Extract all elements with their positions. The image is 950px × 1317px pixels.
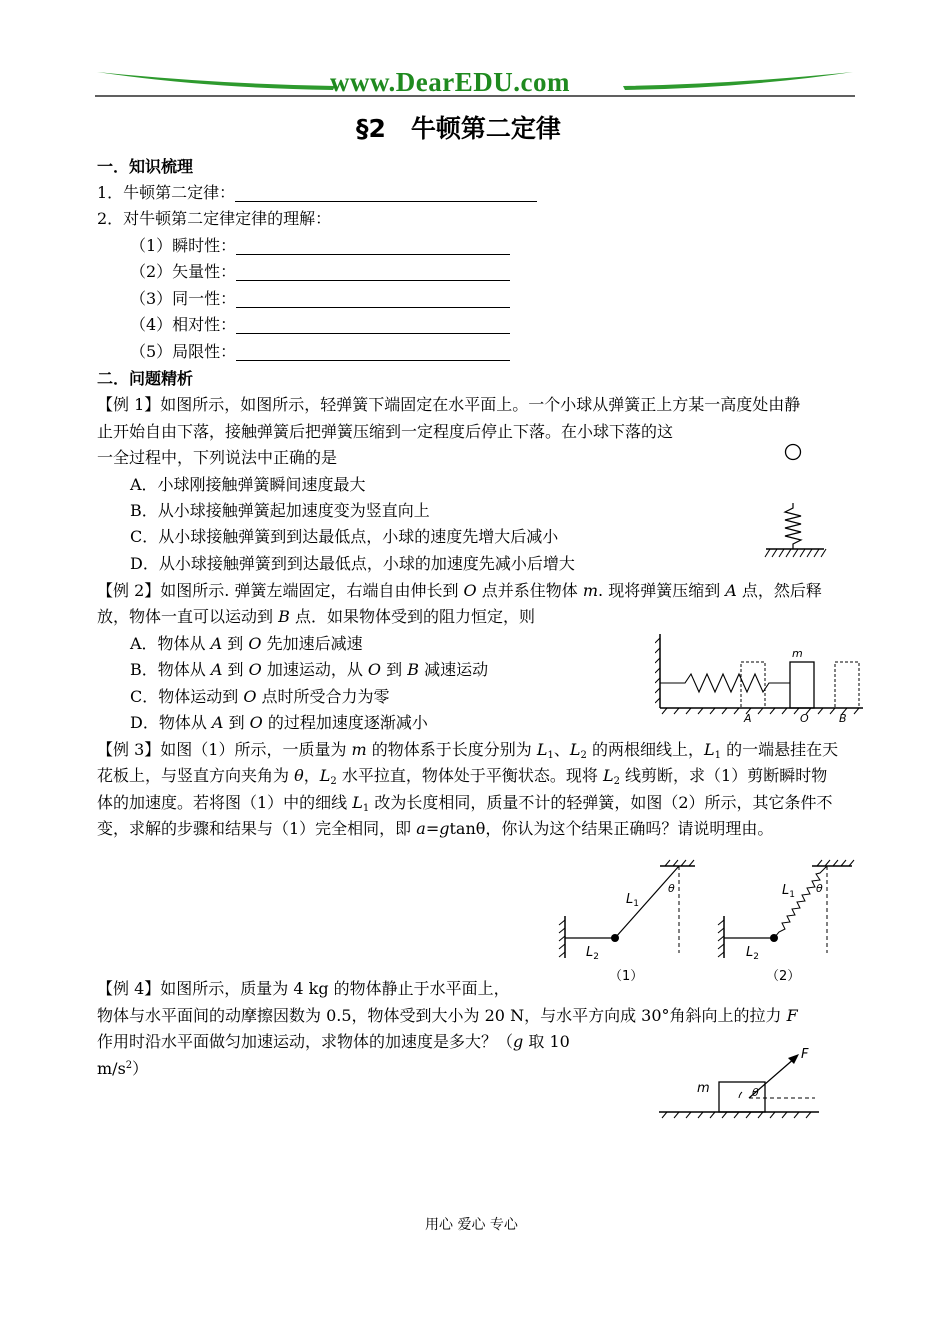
ex3-line3: 体的加速度。若将图（1）中的细线 $L_1$ 改为长度相同，质量不计的轻弹簧，如图（2）所示，其它条件不 xyxy=(97,793,833,814)
ex1-spring-figure xyxy=(762,440,832,572)
ball xyxy=(786,445,801,460)
page-title: §2 牛顿第二定律 xyxy=(356,114,561,143)
ex4-line2: 物体与水平面间的动摩擦因数为 0.5，物体受到大小为 20 N，与水平方向成 30°角斜向上的拉力 F xyxy=(97,1006,798,1025)
wall-hatching xyxy=(559,920,565,957)
sub-item-2: （2）矢量性： xyxy=(130,259,510,285)
ex1-line3: 一全过程中，下列说法中正确的是 xyxy=(97,448,338,467)
site-logo: www.DearEDU.com xyxy=(330,67,570,97)
answer-blank[interactable] xyxy=(236,342,510,361)
answer-blank[interactable] xyxy=(236,236,510,255)
ex2-line1: 【例 2】如图所示. 弹簧左端固定，右端自由伸长到 O 点并系住物体 m. 现将弹簧压缩到 A 点，然后释 xyxy=(97,581,822,600)
label-theta: θ xyxy=(668,882,675,895)
item-newton-law: 1．牛顿第二定律： xyxy=(97,180,537,206)
ex1-option-a: A．小球刚接触弹簧瞬间速度最大 xyxy=(130,475,366,494)
spring xyxy=(785,503,801,549)
label-a: A xyxy=(744,712,752,725)
caption-1: （1） xyxy=(609,969,644,984)
label-l2: $L_2$ xyxy=(746,945,759,962)
answer-blank[interactable] xyxy=(236,262,510,281)
ex2-option-a: A．物体从 A 到 O 先加速后减速 xyxy=(130,634,363,653)
spring-l1 xyxy=(774,866,827,938)
label-o: O xyxy=(800,712,809,725)
ceiling-hatching xyxy=(817,860,854,866)
label-theta: θ xyxy=(816,882,823,895)
angle-arc xyxy=(739,1092,742,1098)
floor-hatching xyxy=(662,1112,811,1118)
ex3-line4: 变，求解的步骤和结果与（1）完全相同，即 a=gtanθ，你认为这个结果正确吗？请说明理由。 xyxy=(97,819,774,838)
ex2-option-b: B．物体从 A 到 O 加速运动，从 O 到 B 减速运动 xyxy=(130,660,489,679)
ex1-line2: 止开始自由下落，接触弹簧后把弹簧压缩到一定程度后停止下落。在小球下落的这 xyxy=(97,422,674,441)
mass-ball xyxy=(611,934,619,942)
wall-hatching xyxy=(718,920,724,957)
string-l1 xyxy=(615,866,679,938)
right-swoosh xyxy=(623,72,853,90)
ex2-option-c: C．物体运动到 O 点时所受合力为零 xyxy=(130,687,390,706)
label-b: B xyxy=(839,712,847,725)
ex4-line4: $m/s^2$） xyxy=(97,1059,149,1078)
label-m: m xyxy=(792,647,803,660)
label-l1: $L_1$ xyxy=(782,883,795,900)
ex2-line2: 放，物体一直可以运动到 B 点．如果物体受到的阻力恒定，则 xyxy=(97,607,535,626)
ground-hatching xyxy=(765,549,826,557)
ex1-option-b: B．从小球接触弹簧起加速度变为竖直向上 xyxy=(130,501,430,520)
block-m xyxy=(790,662,814,708)
label-l2: $L_2$ xyxy=(586,945,599,962)
ex1-option-c: C．从小球接触弹簧到到达最低点，小球的速度先增大后减小 xyxy=(130,527,559,546)
answer-blank[interactable] xyxy=(235,183,537,202)
ex3-figure-1 xyxy=(555,858,695,984)
left-swoosh xyxy=(97,72,335,90)
position-b-dashed xyxy=(835,662,859,708)
position-a-dashed xyxy=(741,662,765,708)
label-l1: $L_1$ xyxy=(626,892,639,909)
caption-2: （2） xyxy=(766,969,801,984)
section1-heading: 一．知识梳理 xyxy=(97,157,194,176)
section2-heading: 二．问题精析 xyxy=(97,369,194,388)
sub-item-4: （4）相对性： xyxy=(130,312,510,338)
answer-blank[interactable] xyxy=(236,315,510,334)
ex4-line3: 作用时沿水平面做匀加速运动，求物体的加速度是多大？（g 取 10 xyxy=(97,1032,570,1051)
ex3-figure-2 xyxy=(712,858,857,984)
ex3-line1: 【例 3】如图（1）所示，一质量为 m 的物体系于长度分别为 $L_1$、$L_2$ 的两根细线上，$L_1$ 的一端悬挂在天 xyxy=(97,740,839,761)
answer-blank[interactable] xyxy=(236,289,510,308)
ex1-line1: 【例 1】如图所示，如图所示，轻弹簧下端固定在水平面上。一个小球从弹簧正上方某一高度处由静 xyxy=(97,395,801,414)
mass-ball xyxy=(770,934,778,942)
label-m: m xyxy=(697,1081,710,1096)
label-theta: θ xyxy=(752,1086,759,1099)
label-f: F xyxy=(801,1047,809,1062)
spring xyxy=(660,674,790,692)
ex4-line1: 【例 4】如图所示，质量为 4 kg 的物体静止于水平面上， xyxy=(97,979,510,998)
sub-item-5: （5）局限性： xyxy=(130,339,510,365)
item-understanding: 2．对牛顿第二定律定律的理解： xyxy=(97,209,332,228)
ex3-line2: 花板上，与竖直方向夹角为 θ，$L_2$ 水平拉直，物体处于平衡状态。现将 $L_2$ 线剪断，求（1）剪断瞬时物 xyxy=(97,766,828,787)
page-footer: 用心 爱心 专心 xyxy=(425,1217,518,1233)
ceiling-hatching xyxy=(665,860,694,866)
sub-item-3: （3）同一性： xyxy=(130,286,510,312)
sub-item-1: （1）瞬时性： xyxy=(130,233,510,259)
ex1-option-d: D．从小球接触弹簧到到达最低点，小球的加速度先减小后增大 xyxy=(130,554,575,573)
ex4-block-figure xyxy=(655,1042,825,1122)
floor-hatching xyxy=(662,708,859,714)
ex2-option-d: D．物体从 A 到 O 的过程加速度逐渐减小 xyxy=(130,713,428,732)
ex2-spring-block-figure xyxy=(655,630,865,726)
